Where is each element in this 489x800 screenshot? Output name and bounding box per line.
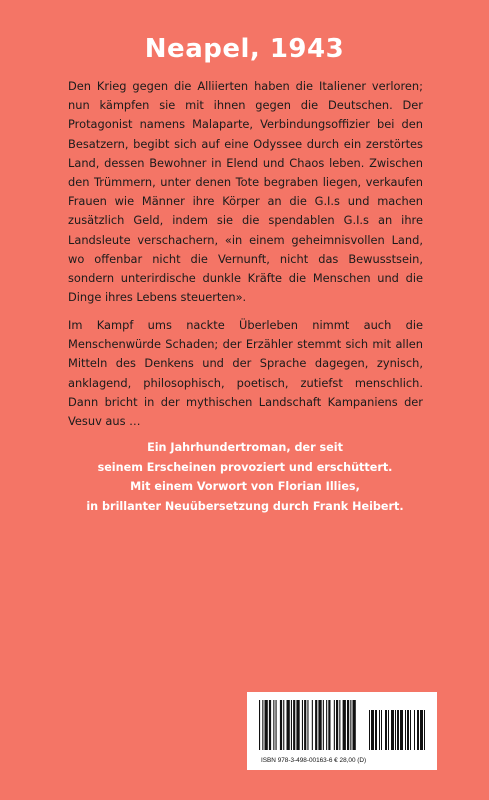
synopsis-paragraph-1: Den Krieg gegen die Alliierten haben die Italiener verloren; nun kämpfen sie mit ihnen gegen die Deutschen. Der Protagonist namens Malaparte, Verbindungsoffizier bei den Besatzern, begibt sich auf eine Odyssee durch ein zerstörtes Land, dessen Bewohner in Elend und Chaos leben. Zwischen den Trümmern, unter denen Tote begraben liegen, verkaufen Frauen wie Männer ihre Körper an die G.I.s und machen zusätzlich Geld, indem sie die spendablen G.I.s an ihre Landsleute verschachern, «in einem geheimnisvollen Land, wo offenbar nicht die Vernunft, nicht das Bewusstsein, sondern unterirdische dunkle Kräfte die Menschen und die Dinge ihres Lebens steuerten». [68,79,423,305]
blurb-line: in brillanter Neuübersetzung durch Frank Heibert. [86,499,404,513]
isbn-price-label: ISBN 978-3-498-00163-6 € 28,00 (D) [261,757,367,764]
book-title: Neapel, 1943 [144,34,345,64]
blurb [60,438,430,516]
blurb-line: seinem Erscheinen provoziert und erschüttert. [97,460,393,474]
barcode-bars [247,692,437,754]
barcode [247,692,437,770]
blurb-line: Ein Jahrhundertroman, der seit [147,441,343,454]
synopsis-paragraph-2: Im Kampf ums nackte Überleben nimmt auch die Menschenwürde Schaden; der Erzähler stemmt sich mit allen Mitteln des Denkens und der Sprache dagegen, zynisch, anklagend, philosophisch, poetisch, zutiefst menschlich. Dann bricht in der mythischen Landschaft Kampaniens der Vesuv aus … [68,318,423,429]
blurb-line: Mit einem Vorwort von Florian Illies, [130,480,360,493]
